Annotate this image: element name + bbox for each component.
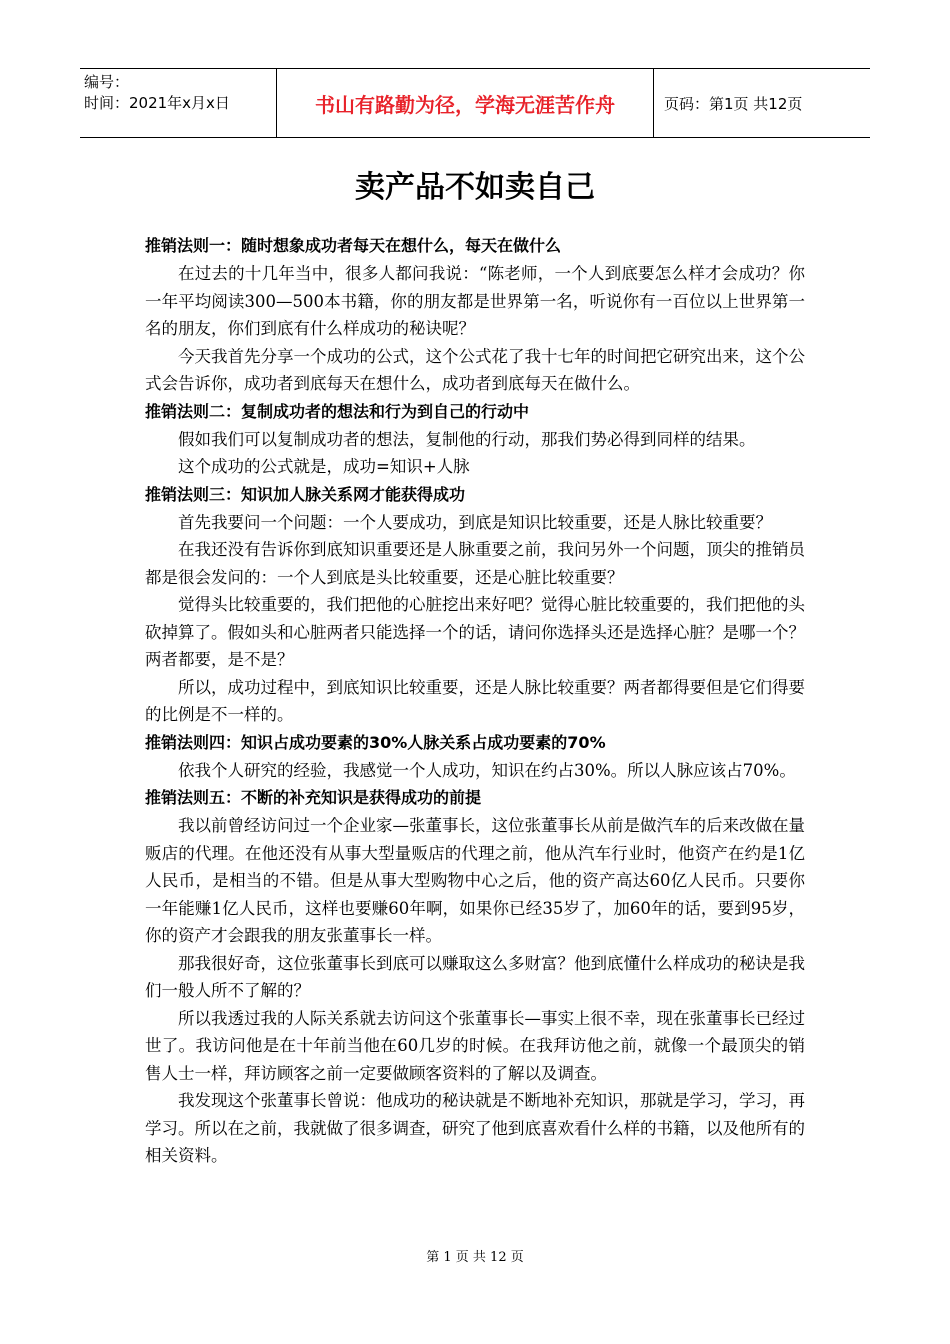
paragraph: 那我很好奇，这位张董事长到底可以赚取这么多财富？他到底懂什么样成功的秘诀是我们一般人所不了解的？ [145, 953, 805, 1000]
section-heading: 推销法则一：随时想象成功者每天在想什么，每天在做什么 [145, 236, 562, 255]
paragraph: 我以前曾经访问过一个企业家—张董事长，这位张董事长从前是做汽车的后来改做在量贩店的代理。在他还没有从事大型量贩店的代理之前，他从汽车行业时，他资产在约是1亿人民币，是相当的不错。但是从事大型购物中心之后，他的资产高达60亿人民币。只要你一年能赚1亿人民币，这样也要赚60年啊，如果你已经35岁了，加60年的话，要到95岁，你的资产才会跟我的朋友张董事长一样。 [145, 816, 805, 945]
paragraph: 这个成功的公式就是，成功=知识+人脉 [178, 457, 470, 476]
section-heading: 推销法则五：不断的补充知识是获得成功的前提 [145, 788, 482, 807]
section-heading: 推销法则四：知识占成功要素的30%人脉关系占成功要素的70% [145, 732, 606, 752]
paragraph: 今天我首先分享一个成功的公式，这个公式花了我十七年的时间把它研究出来，这个公式会告诉你，成功者到底每天在想什么，成功者到底每天在做什么。 [145, 346, 805, 393]
paragraph: 所以，成功过程中，到底知识比较重要，还是人脉比较重要？两者都得要但是它们得要的比例是不一样的。 [145, 677, 805, 724]
paragraph: 在过去的十几年当中，很多人都问我说：“陈老师，一个人到底要怎么样才会成功？你一年平均阅读300—500本书籍，你的朋友都是世界第一名，听说你有一百位以上世界第一名的朋友，你们到底有什么样成功的秘诀呢？ [145, 264, 805, 338]
document-title: 卖产品不如卖自己 [355, 170, 595, 205]
paragraph: 依我个人研究的经验，我感觉一个人成功，知识在约占30%。所以人脉应该占70%。 [178, 760, 796, 780]
paragraph: 首先我要问一个问题：一个人要成功，到底是知识比较重要，还是人脉比较重要？ [178, 512, 772, 532]
document-number: 编号： [84, 73, 130, 91]
page-footer: 第 1 页 共 12 页 [426, 1250, 524, 1265]
header-motto: 书山有路勤为径，学海无涯苦作舟 [276, 69, 654, 137]
paragraph: 所以我透过我的人际关系就去访问这个张董事长—事实上很不幸，现在张董事长已经过世了。我访问他是在十年前当他在60几岁的时候。在我拜访他之前，就像一个最顶尖的销售人士一样，拜访顾客之前一定要做顾客资料的了解以及调查。 [145, 1008, 805, 1083]
header-page-number: 页码：第1页 共12页 [664, 94, 803, 113]
paragraph: 假如我们可以复制成功者的想法，复制他的行动，那我们势必得到同样的结果。 [178, 429, 756, 449]
paragraph: 在我还没有告诉你到底知识重要还是人脉重要之前，我问另外一个问题，顶尖的推销员都是很会发问的：一个人到底是头比较重要，还是心脏比较重要？ [145, 540, 805, 587]
page-header [80, 68, 870, 138]
paragraph: 我发现这个张董事长曾说：他成功的秘诀就是不断地补充知识，那就是学习，学习，再学习。所以在之前，我就做了很多调查，研究了他到底喜欢看什么样的书籍，以及他所有的相关资料。 [145, 1091, 805, 1165]
document-body [145, 232, 805, 1170]
paragraph: 觉得头比较重要的，我们把他的心脏挖出来好吧？觉得心脏比较重要的，我们把他的头砍掉算了。假如头和心脏两者只能选择一个的话，请问你选择头还是选择心脏？是哪一个？两者都要，是不是？ [145, 595, 805, 669]
document-date: 时间：2021年x月x日 [84, 94, 230, 112]
section-heading: 推销法则二：复制成功者的想法和行为到自己的行动中 [145, 401, 530, 421]
section-heading: 推销法则三：知识加人脉关系网才能获得成功 [145, 484, 466, 504]
header-meta [84, 72, 230, 114]
